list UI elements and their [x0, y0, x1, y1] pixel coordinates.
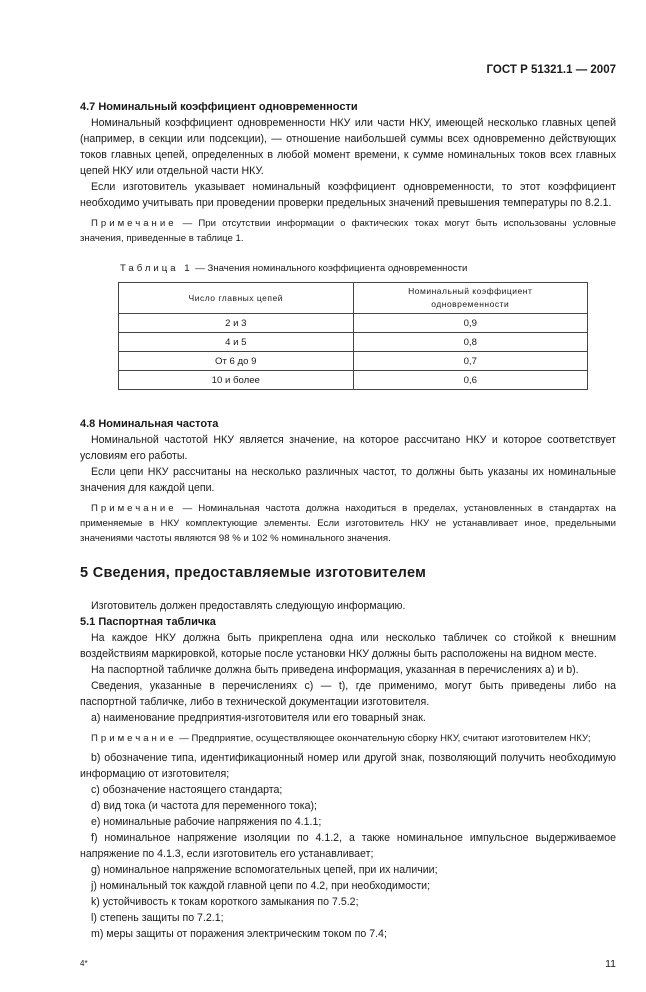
sheet-mark: 4*	[80, 959, 88, 968]
note-text: — При отсутствии информации о фактических токах могут быть использованы условные значения, приведенные в таблице 1.	[80, 218, 616, 244]
list-item: c) обозначение настоящего стандарта;	[91, 784, 283, 796]
table-cell: 0,9	[353, 314, 588, 333]
list-item: l) степень защиты по 7.2.1;	[91, 912, 224, 924]
table-row	[119, 314, 588, 333]
table-caption-text: — Значения номинального коэффициента одновременности	[192, 263, 468, 274]
paragraph: Изготовитель должен предоставлять следующую информацию.	[91, 600, 406, 612]
list-item: g) номинальное напряжение вспомогательных цепей, при их наличии;	[91, 864, 438, 876]
paragraph: На паспортной табличке должна быть приведена информация, указанная в перечислениях a) и b).	[91, 664, 579, 676]
list-item: e) номинальные рабочие напряжения по 4.1.1;	[91, 816, 322, 828]
coefficient-table	[118, 282, 588, 390]
table-cell: 0,8	[353, 333, 588, 352]
table-cell: 10 и более	[119, 371, 354, 390]
list-item: b) обозначение типа, идентификационный номер или другой знак, позволяющий получить необходимую информацию от изготовителя;	[80, 752, 616, 780]
table-cell: 0,7	[353, 352, 588, 371]
note-label: Примечание	[91, 218, 177, 229]
paragraph: Сведения, указанные в перечислениях c) — t), где применимо, могут быть приведены либо на паспортной табличке, либо в технической документации изготовителя.	[80, 680, 616, 708]
table-caption	[120, 262, 616, 276]
table-row	[119, 333, 588, 352]
list-item: m) меры защиты от поражения электрическим током по 7.4;	[91, 928, 387, 940]
column-header-text: Номинальный коэффициент одновременности	[408, 286, 533, 309]
paragraph: На каждое НКУ должна быть прикреплена одна или несколько табличек со стойкой к внешним воздействиям маркировкой, которые после установки НКУ должны быть расположены на видном месте.	[80, 632, 616, 660]
standard-header: ГОСТ Р 51321.1 — 2007	[486, 64, 616, 76]
note-text: — Номинальная частота должна находиться в пределах, установленных в стандартах на применяемые в НКУ комплектующие элементы. Если изготовитель НКУ не устанавливает иное, предельными значениями частоты являются 98 % и 102 % номинального значения.	[80, 503, 616, 544]
table-cell: 2 и 3	[119, 314, 354, 333]
section-5-1-title: 5.1 Паспортная табличка	[80, 616, 216, 628]
list-item: f) номинальное напряжение изоляции по 4.1.2, а также номинальное импульсное выдерживаемое напряжение по 4.1.3, если изготовитель его устанавливает;	[80, 832, 616, 860]
column-header: Число главных цепей	[119, 283, 354, 314]
table-row	[119, 352, 588, 371]
note	[80, 501, 616, 546]
note	[80, 731, 616, 746]
document-page	[80, 0, 616, 942]
list-item: d) вид тока (и частота для переменного тока);	[91, 800, 317, 812]
page-footer	[80, 956, 616, 972]
table-cell: От 6 до 9	[119, 352, 354, 371]
table-cell: 4 и 5	[119, 333, 354, 352]
list-item: a) наименование предприятия-изготовителя или его товарный знак.	[91, 712, 426, 724]
paragraph: Если цепи НКУ рассчитаны на несколько различных частот, то должны быть указаны их номинальные значения для каждой цепи.	[80, 466, 616, 494]
table-row	[119, 371, 588, 390]
section-4-7-title: 4.7 Номинальный коэффициент одновременности	[80, 101, 358, 113]
note-text: — Предприятие, осуществляющее окончательную сборку НКУ, считают изготовителем НКУ;	[176, 733, 591, 744]
table-caption-label: Таблица 1	[120, 263, 193, 274]
list-item: k) устойчивость к токам короткого замыкания по 7.5.2;	[91, 896, 359, 908]
paragraph: Номинальной частотой НКУ является значение, на которое рассчитано НКУ и которое соответствует условиям его работы.	[80, 434, 616, 462]
note-label: Примечание	[91, 503, 177, 514]
note-label: Примечание	[91, 733, 177, 744]
paragraph: Если изготовитель указывает номинальный коэффициент одновременности, то этот коэффициент необходимо учитывать при проведении проверки предельных значений превышения температуры по 8.2.1.	[80, 181, 616, 209]
note	[80, 216, 616, 246]
section-5-title: 5 Сведения, предоставляемые изготовителем	[80, 565, 427, 581]
paragraph: Номинальный коэффициент одновременности НКУ или части НКУ, имеющей несколько главных цепей (например, в секции или подсекции), — отношение наибольшей суммы всех одновременно действующих токов главных цепей, определенных в любой момент времени, к сумме номинальных токов всех главных цепей НКУ или отдельной части НКУ.	[80, 117, 616, 177]
section-4-8-title: 4.8 Номинальная частота	[80, 418, 219, 430]
table-cell: 0,6	[353, 371, 588, 390]
page-number: 11	[605, 958, 616, 970]
column-header	[353, 283, 588, 314]
list-item: j) номинальный ток каждой главной цепи по 4.2, при необходимости;	[91, 880, 431, 892]
